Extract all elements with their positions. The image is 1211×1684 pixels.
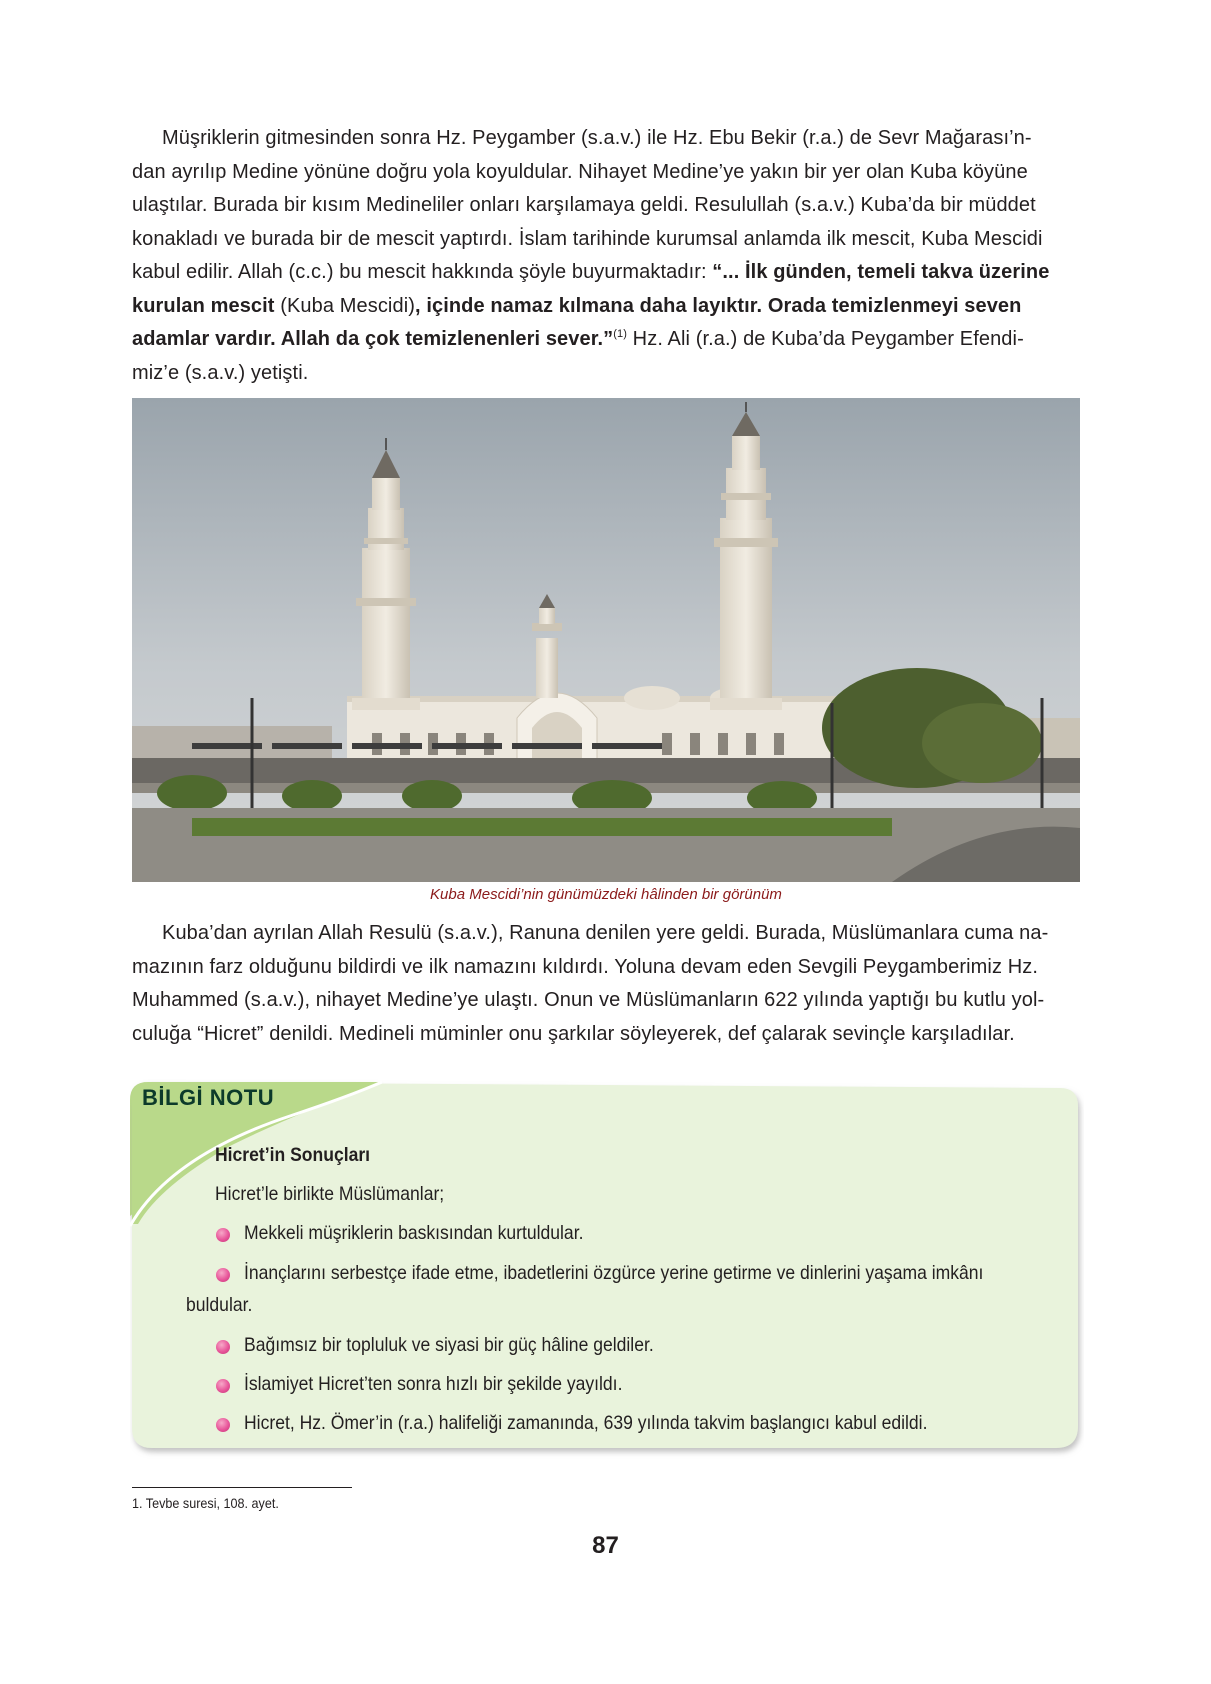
quran-quote: “... İlk günden, temeli takva üzerine <box>712 261 1050 283</box>
bullet-icon <box>216 1268 230 1282</box>
text-line: kurulan mescit (Kuba Mescidi), içinde namaz kılmana daha layıktır. Orada temizlenmeyi seven <box>132 294 1022 317</box>
text-line: mazının farz olduğunu bildirdi ve ilk namazını kıldırdı. Yoluna devam eden Sevgili Peygamberimiz Hz. <box>132 955 1039 978</box>
text-line: kabul edilir. Allah (c.c.) bu mescit hakkında şöyle buyurmaktadır: “... İlk günden, temeli takva üzerine <box>132 261 1050 283</box>
list-item: Bağımsız bir topluluk ve siyasi bir güç hâline geldiler. <box>244 1334 654 1356</box>
paragraph-hijrah-kuba <box>132 122 1080 390</box>
text-line: dan ayrılıp Medine yönüne doğru yola koyuldular. Nihayet Medine’ye yakın bir yer olan Kuba köyüne <box>132 160 1028 183</box>
page-number: 87 <box>592 1532 619 1559</box>
info-note-title: BİLGİ NOTU <box>142 1085 275 1110</box>
paragraph-arrival-medina <box>132 917 1080 1051</box>
text-line: culuğa “Hicret” denildi. Medineli müminler onu şarkılar söyleyerek, def çalarak sevinçle karşıladılar. <box>132 1022 1015 1045</box>
bullet-icon <box>216 1418 230 1432</box>
text-line: Muhammed (s.a.v.), nihayet Medine’ye ulaştı. Onun ve Müslümanların 622 yılında yaptığı bu kutlu yol- <box>132 989 1045 1011</box>
footnote: 1. Tevbe suresi, 108. ayet. <box>132 1495 279 1511</box>
footnote-divider <box>132 1487 352 1488</box>
info-note-intro: Hicret’le birlikte Müslümanlar; <box>215 1183 445 1205</box>
footnote-ref[interactable]: (1) <box>613 328 628 340</box>
list-item: Hicret, Hz. Ömer’in (r.a.) halifeliği zamanında, 639 yılında takvim başlangıcı kabul edildi. <box>244 1412 928 1434</box>
text-line: Müşriklerin gitmesinden sonra Hz. Peygamber (s.a.v.) ile Hz. Ebu Bekir (r.a.) de Sevr Mağarası’n- <box>162 127 1032 149</box>
text-line: Kuba’dan ayrılan Allah Resulü (s.a.v.), Ranuna denilen yere geldi. Burada, Müslümanlara cuma na- <box>162 922 1049 944</box>
list-item-continued: buldular. <box>186 1294 253 1316</box>
list-item: İslamiyet Hicret’ten sonra hızlı bir şekilde yayıldı. <box>244 1373 623 1395</box>
list-item: Mekkeli müşriklerin baskısından kurtuldular. <box>244 1222 584 1244</box>
info-note-heading: Hicret’in Sonuçları <box>215 1144 371 1166</box>
list-item: İnançlarını serbestçe ifade etme, ibadetlerini özgürce yerine getirme ve dinlerini yaşama imkânı <box>244 1262 984 1284</box>
text-line: ulaştılar. Burada bir kısım Medineliler onları karşılamaya geldi. Resulullah (s.a.v.) Kuba’da bir müddet <box>132 194 1036 216</box>
bullet-icon <box>216 1379 230 1393</box>
text-line: konakladı ve burada bir de mescit yaptırdı. İslam tarihinde kurumsal anlamda ilk mescit, Kuba Mescidi <box>132 227 1043 250</box>
bullet-icon <box>216 1228 230 1242</box>
photo-caption: Kuba Mescidi’nin günümüzdeki hâlinden bir görünüm <box>430 886 782 903</box>
bullet-icon <box>216 1340 230 1354</box>
text-line: miz’e (s.a.v.) yetişti. <box>132 361 309 384</box>
kuba-mosque-photo <box>132 398 1080 882</box>
text-line: adamlar vardır. Allah da çok temizlenenleri sever.”$^{(1)}$ Hz. Ali (r.a.) de Kuba’da Peygamber Efendi- <box>132 328 1024 350</box>
